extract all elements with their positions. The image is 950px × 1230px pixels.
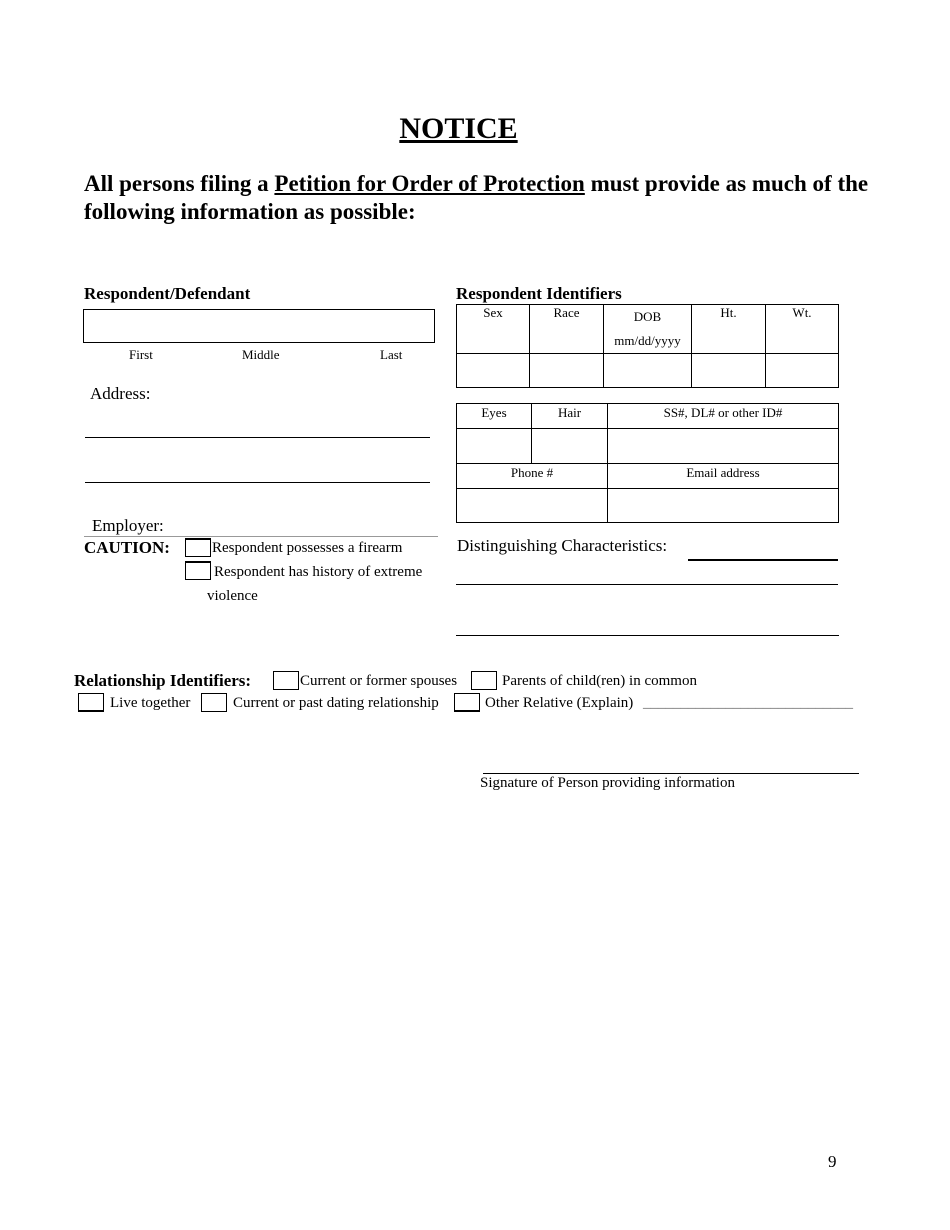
dating-text: Current or past dating relationship xyxy=(233,695,439,711)
height-header: Ht. xyxy=(692,305,766,354)
dob-header xyxy=(604,305,692,354)
distinguishing-label: Distinguishing Characteristics: xyxy=(457,536,668,555)
live-together-checkbox[interactable] xyxy=(78,693,104,712)
employer-line[interactable] xyxy=(84,536,438,537)
phone-header: Phone # xyxy=(457,464,608,489)
employer-label: Employer: xyxy=(92,516,164,535)
explain-line[interactable]: ____________________________ xyxy=(643,695,853,711)
address-line-1[interactable] xyxy=(85,437,430,438)
eyes-field[interactable] xyxy=(457,429,532,464)
other-relative-checkbox[interactable] xyxy=(454,693,480,712)
firearm-checkbox[interactable] xyxy=(185,538,211,557)
hair-header: Hair xyxy=(532,404,608,429)
caution-label: CAUTION: xyxy=(84,538,170,557)
hair-field[interactable] xyxy=(532,429,608,464)
violence-text-line2: violence xyxy=(207,588,258,604)
id-header: SS#, DL# or other ID# xyxy=(608,404,839,429)
weight-field[interactable] xyxy=(766,354,839,388)
sex-header: Sex xyxy=(457,305,530,354)
phone-field[interactable] xyxy=(457,489,608,523)
last-name-label: Last xyxy=(380,347,403,362)
email-header: Email address xyxy=(608,464,839,489)
respondent-name-field[interactable] xyxy=(83,309,435,343)
intro-text xyxy=(84,170,884,226)
signature-label: Signature of Person providing information xyxy=(480,775,735,791)
live-together-text: Live together xyxy=(110,695,191,711)
parents-checkbox[interactable] xyxy=(471,671,497,690)
dob-label: DOB xyxy=(633,309,662,324)
weight-header: Wt. xyxy=(766,305,839,354)
page-title: NOTICE xyxy=(399,112,518,145)
violence-text-line1: Respondent has history of extreme xyxy=(214,564,423,580)
height-field[interactable] xyxy=(692,354,766,388)
id-field[interactable] xyxy=(608,429,839,464)
identifiers-table-2 xyxy=(456,403,839,523)
dob-format: mm/dd/yyyy xyxy=(614,333,681,348)
relationship-label: Relationship Identifiers: xyxy=(74,671,252,690)
violence-checkbox[interactable] xyxy=(185,561,211,580)
intro-before: All persons filing a xyxy=(84,171,275,196)
signature-line[interactable] xyxy=(483,773,859,774)
identifiers-table-1 xyxy=(456,304,839,388)
identifiers-heading: Respondent Identifiers xyxy=(456,284,622,303)
firearm-text: Respondent possesses a firearm xyxy=(212,540,403,556)
dating-checkbox[interactable] xyxy=(201,693,227,712)
eyes-header: Eyes xyxy=(457,404,532,429)
race-field[interactable] xyxy=(530,354,604,388)
distinguishing-line-3[interactable] xyxy=(456,635,839,636)
parents-text: Parents of child(ren) in common xyxy=(502,673,697,689)
address-label: Address: xyxy=(90,384,151,403)
other-relative-text: Other Relative (Explain) xyxy=(485,695,634,711)
intro-petition-name: Petition for Order of Protection xyxy=(274,171,585,196)
race-header: Race xyxy=(530,305,604,354)
distinguishing-line-1[interactable] xyxy=(688,559,838,561)
distinguishing-line-2[interactable] xyxy=(456,584,838,585)
sex-field[interactable] xyxy=(457,354,530,388)
page-number: 9 xyxy=(828,1152,837,1171)
first-name-label: First xyxy=(129,347,153,362)
email-field[interactable] xyxy=(608,489,839,523)
intro-after: must provide as much of the following information as possible: xyxy=(84,171,869,224)
respondent-heading: Respondent/Defendant xyxy=(84,284,251,303)
dob-field[interactable] xyxy=(604,354,692,388)
address-line-2[interactable] xyxy=(85,482,430,483)
middle-name-label: Middle xyxy=(242,347,280,362)
spouses-checkbox[interactable] xyxy=(273,671,299,690)
spouses-text: Current or former spouses xyxy=(300,673,458,689)
